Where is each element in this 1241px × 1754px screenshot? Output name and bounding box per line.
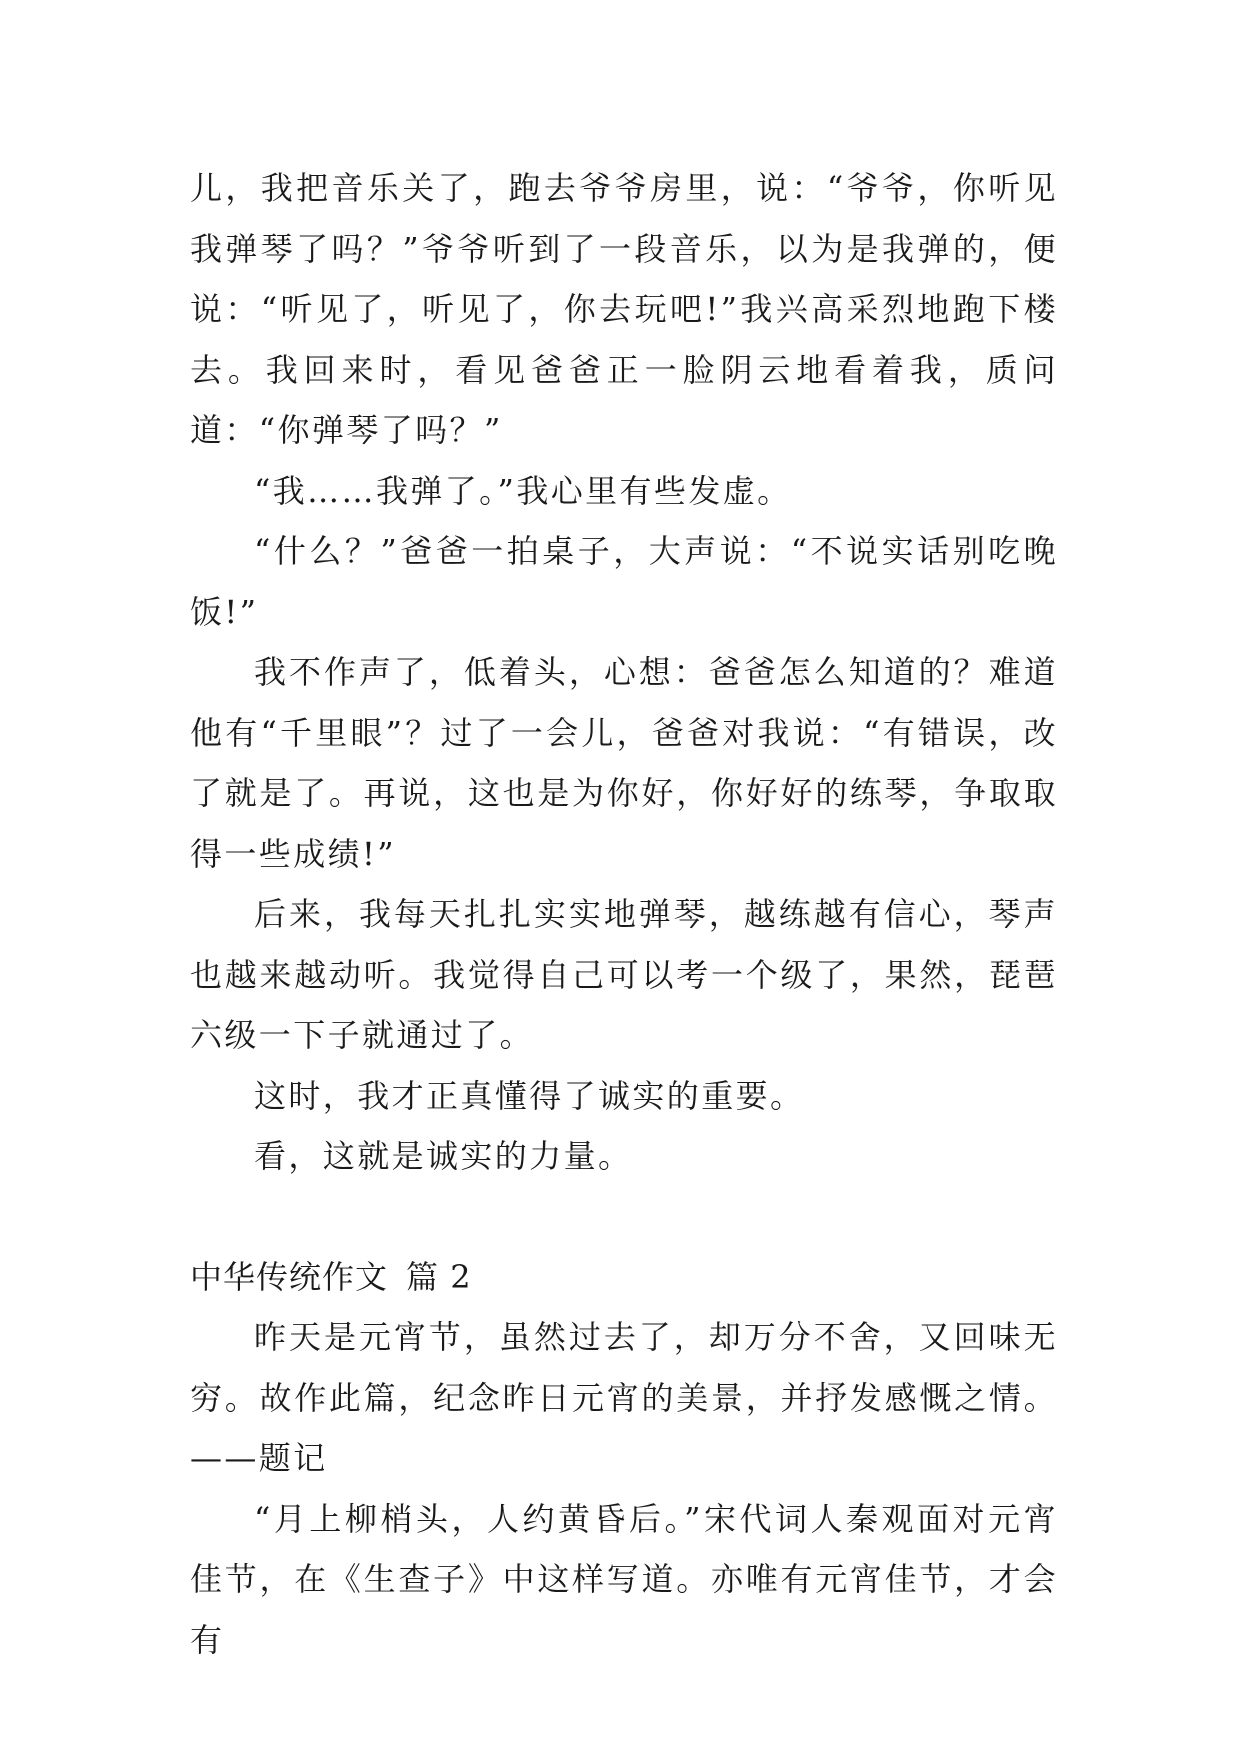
paragraph: 后来，我每天扎扎实实地弹琴，越练越有信心，琴声也越来越动听。我觉得自己可以考一个级了，果然，琵琶六级一下子就通过了。 [190,895,1058,1054]
paragraph: 昨天是元宵节，虽然过去了，却万分不舍，又回味无穷。故作此篇，纪念昨日元宵的美景，并抒发感慨之情。——题记 [190,1318,1058,1477]
section-label: 篇 2 [406,1257,472,1296]
section-title: 中华传统作文 [190,1257,389,1296]
section-heading [190,1247,1058,1308]
paragraph: “什么？”爸爸一拍桌子，大声说：“不说实话别吃晚饭!” [190,532,1058,631]
paragraph: 我不作声了，低着头，心想：爸爸怎么知道的？难道他有“千里眼”？过了一会儿，爸爸对我说：“有错误，改了就是了。再说，这也是为你好，你好好的练琴，争取取得一些成绩!” [190,653,1058,873]
paragraph: “月上柳梢头，人约黄昏后。”宋代词人秦观面对元宵佳节，在《生查子》中这样写道。亦唯有元宵佳节，才会有 [190,1499,1058,1659]
paragraph: 这时，我才正真懂得了诚实的重要。 [254,1076,805,1115]
paragraph: 看，这就是诚实的力量。 [254,1137,633,1175]
document-body [190,158,1058,1670]
paragraph: “我……我弹了。”我心里有些发虚。 [254,471,792,510]
paragraph: 儿，我把音乐关了，跑去爷爷房里，说：“爷爷，你听见我弹琴了吗？”爷爷听到了一段音乐，以为是我弹的，便说：“听见了，听见了，你去玩吧!”我兴高采烈地跑下楼去。我回来时，看见爸爸正一脸阴云地看着我，质问道：“你弹琴了吗？” [190,169,1058,449]
section-spacer [190,1187,1058,1247]
